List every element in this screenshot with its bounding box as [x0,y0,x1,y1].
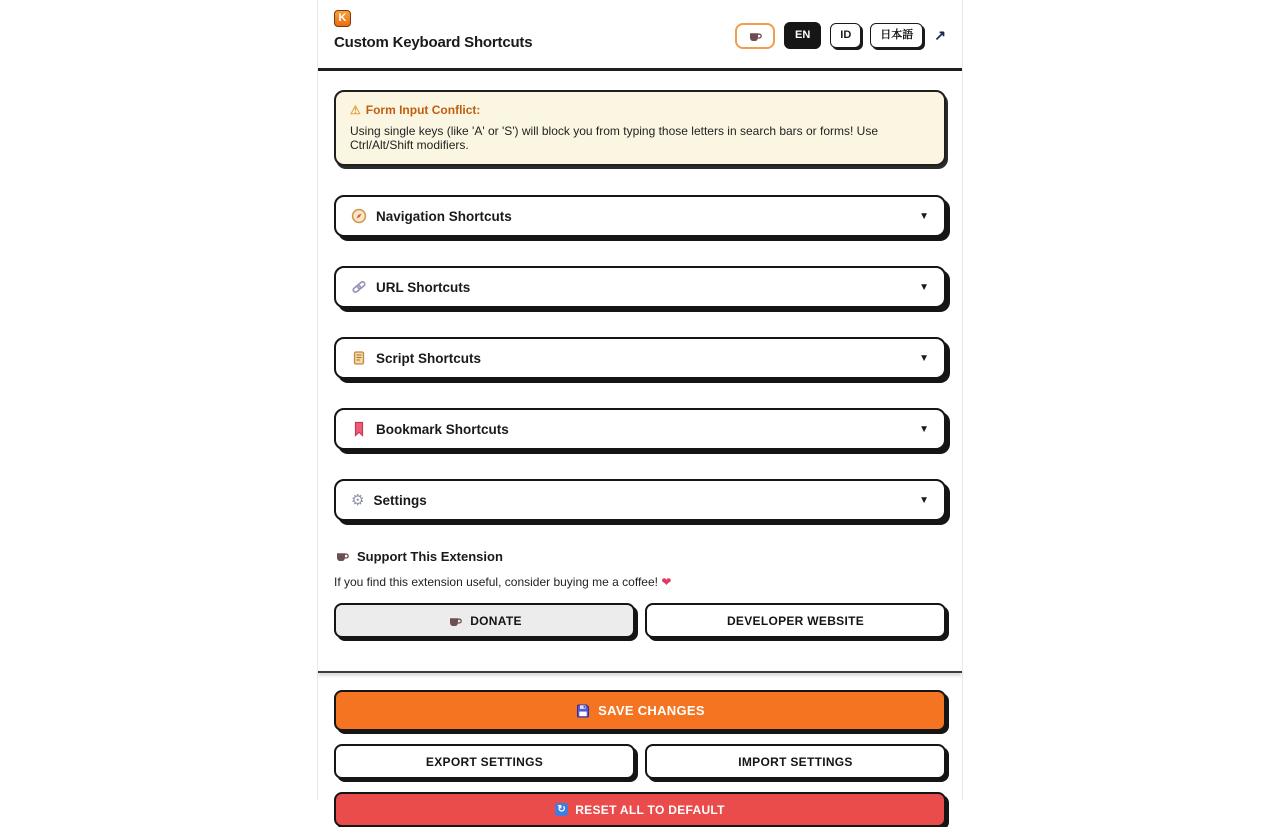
import-settings-label: IMPORT SETTINGS [738,754,853,769]
accordion-navigation-shortcuts[interactable] [334,195,946,237]
heart-icon: ❤ [661,575,672,589]
options-page [317,0,963,817]
coffee-icon [447,613,463,629]
export-settings-button[interactable] [334,744,635,779]
support-body [334,575,946,589]
page-title: Custom Keyboard Shortcuts [334,34,533,51]
main-content [318,71,962,638]
external-link-icon[interactable]: ↗ [934,27,946,43]
developer-website-label: DEVELOPER WEBSITE [726,613,865,628]
accordion-label: Bookmark Shortcuts [376,421,509,437]
scroll-icon [351,350,367,366]
save-changes-button[interactable] [334,690,946,731]
accordion-script-shortcuts[interactable] [334,337,946,379]
donate-button[interactable] [334,603,635,638]
extension-logo-icon: K [334,10,351,27]
support-body-text: If you find this extension useful, consider buying me a coffee! [334,575,658,589]
accordion-label: URL Shortcuts [376,279,471,295]
accordion-header-left [351,493,427,508]
import-settings-button[interactable] [645,744,946,779]
floppy-disk-icon [575,703,591,719]
export-import-row [334,744,946,779]
accordion-header-left [351,208,512,224]
header-left [334,10,532,51]
support-title [334,548,946,564]
warning-body: Using single keys (like 'A' or 'S') will block you from typing those letters in search bars or forms! Use Ctrl/Alt/Shift modifiers. [350,124,879,152]
accordion-bookmark-shortcuts[interactable] [334,408,946,450]
support-section [334,548,946,638]
accordion-header-left [351,350,481,366]
chevron-down-icon: ▼ [919,352,929,364]
compass-icon [351,208,367,224]
accordion-header-left [351,421,509,437]
donate-button-label: DONATE [470,613,522,628]
language-button-en[interactable]: EN [784,22,821,49]
save-changes-label: SAVE CHANGES [598,703,705,718]
bookmark-icon [351,421,367,437]
coffee-icon [334,548,350,564]
reset-icon: ↻ [555,803,568,816]
support-buttons [334,603,946,638]
accordion-label: Settings [373,492,427,508]
chevron-down-icon: ▼ [919,423,929,435]
accordion-label: Script Shortcuts [376,350,482,366]
header [318,0,962,71]
language-button-ja[interactable]: 日本語 [870,23,923,48]
footer-actions [318,673,962,827]
chevron-down-icon: ▼ [919,281,929,293]
form-input-conflict-warning [334,90,946,166]
link-icon [351,279,367,295]
coffee-icon [747,28,763,44]
warning-icon: ⚠ [350,103,361,117]
warning-title-text: Form Input Conflict: [365,103,481,117]
warning-title [350,103,930,117]
accordion-settings[interactable] [334,479,946,521]
reset-all-label: RESET ALL TO DEFAULT [575,802,725,817]
support-title-text: Support This Extension [357,548,503,564]
chevron-down-icon: ▼ [919,210,929,222]
language-button-id[interactable]: ID [830,23,861,48]
chevron-down-icon: ▼ [919,494,929,506]
accordion-label: Navigation Shortcuts [376,208,512,224]
accordion-url-shortcuts[interactable] [334,266,946,308]
header-controls [735,22,946,49]
reset-all-button[interactable] [334,792,946,827]
accordion-header-left [351,279,470,295]
export-settings-label: EXPORT SETTINGS [425,754,544,769]
buy-coffee-button[interactable] [735,23,775,49]
gear-icon: ⚙ [351,491,365,509]
developer-website-button[interactable] [645,603,946,638]
